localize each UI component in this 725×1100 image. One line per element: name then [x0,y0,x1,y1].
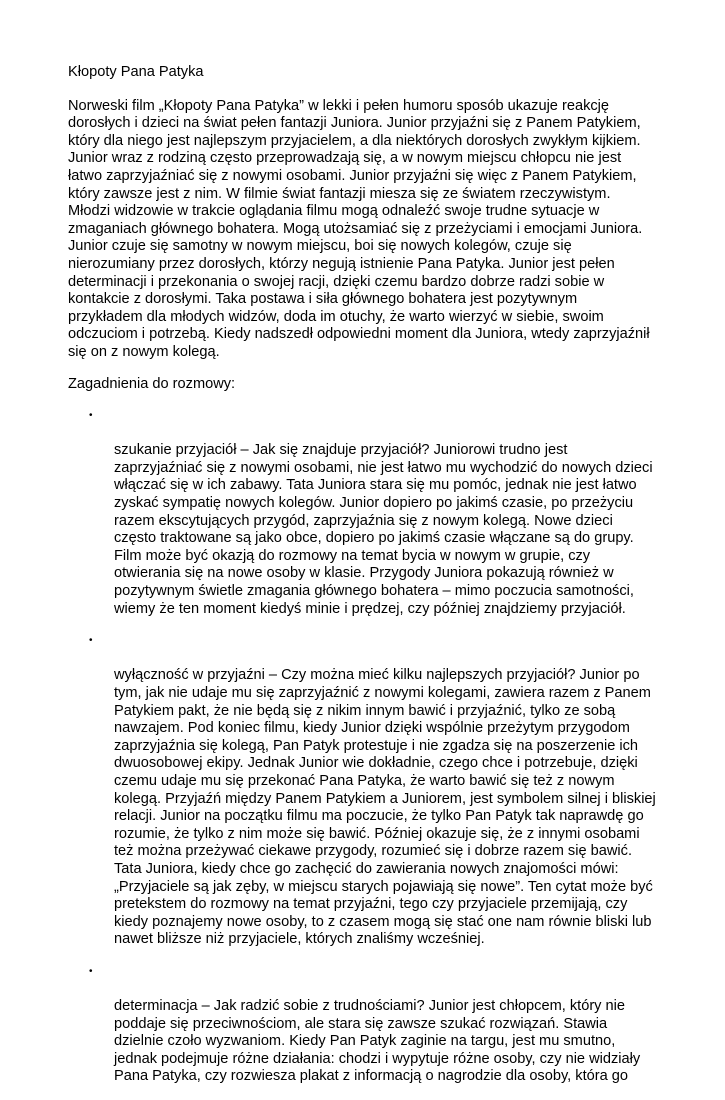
intro-paragraph: Norweski film „Kłopoty Pana Patyka” w lekki i pełen humoru sposób ukazuje reakcję dorosłych i dzieci na świat pełen fantazji Juniora. Junior przyjaźni się z Panem Patykiem, który dla niego jest najlepszym przyjacielem, a dla niektórych dorosłych zwykłym kijkiem. Junior wraz z rodziną często przeprowadzają się, a w nowym miejscu chłopcu nie jest łatwo zaprzyjaźniać się z nowymi osobami. Junior przyjaźni się więc z Panem Patykiem, który zawsze jest z nim. W filmie świat fantazji miesza się ze światem rzeczywistym. Młodzi widzowie w trakcie oglądania filmu mogą odnaleźć swoje trudne sytuacje w zmaganiach głównego bohatera. Mogą utożsamiać się z przeżyciami i emocjami Juniora. Junior czuje się samotny w nowym miejscu, boi się nowych kolegów, czuje się nierozumiany przez dorosłych, którzy negują istnienie Pana Patyka. Junior jest pełen determinacji i przekonania o swojej racji, dzięki czemu bardzo dobrze radzi sobie w kontakcie z dorosłymi. Taka postawa i siła głównego bohatera jest pozytywnym przykładem dla młodych widzów, doda im otuchy, że warto wierzyć w siebie, swoim odczuciom i potrzebą. Kiedy nadszedł odpowiedni moment dla Juniora, wtedy zaprzyjaźnił się on z nowym kolegą. [68,97,650,360]
topics-list [68,407,668,1086]
list-item [68,407,668,618]
list-item-text: wyłączność w przyjaźni – Czy można mieć kilku najlepszych przyjaciół? Junior po tym, jak nie udaje mu się zaprzyjaźnić z nowymi kolegami, zawiera razem z Panem Patykiem pakt, że nie będą się z nikim innym bawić i przyjaźnić, tylko ze sobą nawzajem. Pod koniec filmu, kiedy Junior dzięki wspólnie przeżytym przygodom zaprzyjaźnia się kolegą, Pan Patyk protestuje i nie zgadza się na poszerzenie ich dwuosobowej ekipy. Jednak Junior wie dokładnie, czego chce i potrzebuje, dzięki czemu udaje mu się przekonać Pana Patyka, że warto bawić się też z nowym kolegą. Przyjaźń między Panem Patykiem a Juniorem, jest symbolem silnej i bliskiej relacji. Junior na początku filmu ma poczucie, że tylko Pan Patyk tak naprawdę go rozumie, że tylko z nim może się bawić. Później okazuje się, że z innymi osobami też można przeżywać ciekawe przygody, rozumieć się i dobrze razem się bawić. Tata Juniora, kiedy chce go zachęcić do zawierania nowych znajomości mówi: „Przyjaciele są jak zęby, w miejscu starych pojawiają się nowe”. Ten cytat może być pretekstem do rozmowy na temat przyjaźni, tego czy przyjaciele przemijają, czy kiedy poznajemy nowe osoby, to z czasem mogą się stać one nam równie bliski lub nawet bliższe niż przyjaciele, których znaliśmy wcześniej. [114,667,656,948]
list-item-text: szukanie przyjaciół – Jak się znajduje przyjaciół? Juniorowi trudno jest zaprzyjaźniać się z nowymi osobami, nie jest łatwo mu wychodzić do nowych dzieci włączać się w ich zabawy. Tata Juniora stara się mu pomóc, jednak nie jest łatwo zyskać sympatię nowych kolegów. Junior dopiero po jakimś czasie, po przeżyciu razem ekscytujących przygód, zaprzyjaźnia się z nowym kolegą. Nowe dzieci często traktowane są jako obce, dopiero po jakimś czasie włączane są do grupy. Film może być okazją do rozmowy na temat bycia w nowym w grupie, czy otwierania się na nowe osoby w klasie. Przygody Juniora pokazują również w pozytywnym świetle zmagania głównego bohatera – mimo poczucia samotności, wiemy że ten moment kiedyś minie i prędzej, czy później znajdziemy przyjaciół. [114,442,653,617]
bullet-icon: • [89,410,93,422]
list-item-text: determinacja – Jak radzić sobie z trudnościami? Junior jest chłopcem, który nie poddaje się przeciwnościom, ale stara się zawsze szukać rozwiązań. Stawia dzielnie czoło wyzwaniom. Kiedy Pan Patyk zaginie na targu, jest mu smutno, jednak podejmuje różne działania: chodzi i wypytuje różne osoby, czy nie widziały Pana Patyka, czy rozwiesza plakat z informacją o nagrodzie dla osoby, która go [114,998,641,1085]
topics-heading: Zagadnienia do rozmowy: [68,375,236,392]
bullet-icon: • [89,965,93,977]
list-item [68,963,668,1086]
list-item [68,632,668,949]
document-title: Kłopoty Pana Patyka [68,64,204,80]
document-page [68,64,668,1100]
bullet-icon: • [89,635,93,647]
